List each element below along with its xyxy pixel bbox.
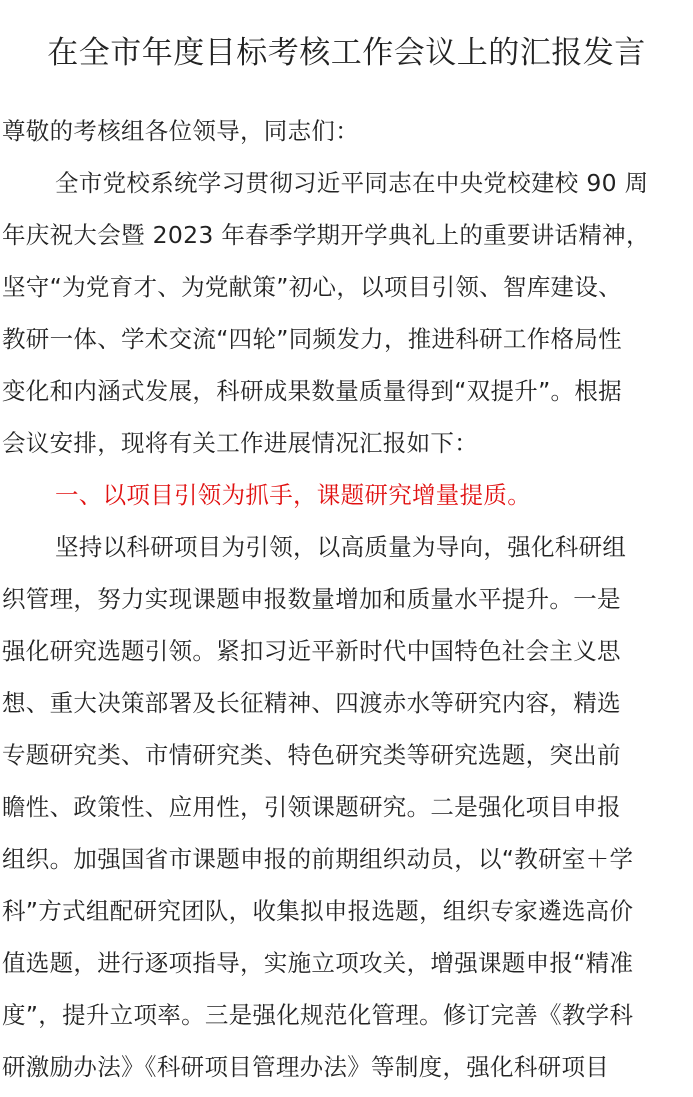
document-title: 在全市年度目标考核工作会议上的汇报发言 — [47, 35, 646, 71]
section-paragraph-line: 科”方式组配研究团队，收集拟申报选题，组织专家遴选高价 — [2, 897, 634, 925]
section-paragraph-line: 想、重大决策部署及长征精神、四渡赤水等研究内容，精选 — [2, 689, 621, 717]
intro-paragraph-line: 坚守“为党育才、为党献策”初心，以项目引领、智库建设、 — [2, 273, 622, 301]
intro-paragraph-line: 教研一体、学术交流“四轮”同频发力，推进科研工作格局性 — [2, 325, 622, 353]
section-paragraph-line: 强化研究选题引领。紧扣习近平新时代中国特色社会主义思 — [2, 637, 621, 665]
intro-paragraph-line: 会议安排，现将有关工作进展情况汇报如下： — [2, 429, 478, 457]
section-paragraph-line: 织管理，努力实现课题申报数量增加和质量水平提升。一是 — [2, 585, 621, 613]
section-paragraph-line: 度”，提升立项率。三是强化规范化管理。修订完善《教学科 — [2, 1001, 634, 1029]
section-paragraph-line: 组织。加强国省市课题申报的前期组织动员，以“教研室＋学 — [2, 845, 634, 873]
salutation: 尊敬的考核组各位领导，同志们： — [2, 117, 359, 145]
intro-paragraph-line: 年庆祝大会暨 2023 年春季学期开学典礼上的重要讲话精神， — [2, 221, 650, 249]
intro-paragraph-line: 变化和内涵式发展，科研成果数量质量得到“双提升”。根据 — [2, 377, 622, 405]
section-paragraph-line: 研激励办法》《科研项目管理办法》等制度，强化科研项目 — [2, 1053, 610, 1081]
section-paragraph-line: 瞻性、政策性、应用性，引领课题研究。二是强化项目申报 — [2, 793, 621, 821]
intro-paragraph-line: 全市党校系统学习贯彻习近平同志在中央党校建校 90 周 — [55, 169, 649, 197]
document-body — [2, 105, 692, 1093]
section-paragraph-line: 值选题，进行逐项指导，实施立项攻关，增强课题申报“精准 — [2, 949, 634, 977]
section-paragraph-line: 专题研究类、市情研究类、特色研究类等研究选题，突出前 — [2, 741, 621, 769]
section-heading: 一、以项目引领为抓手，课题研究增量提质。 — [55, 481, 531, 509]
section-paragraph-line: 坚持以科研项目为引领，以高质量为导向，强化科研组 — [55, 533, 627, 561]
